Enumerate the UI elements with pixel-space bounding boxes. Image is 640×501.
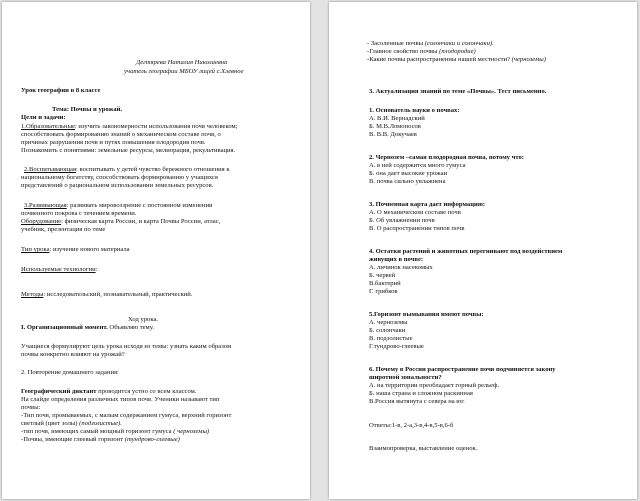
option: Б. червей bbox=[369, 272, 396, 279]
option: А. личинок насекомых bbox=[369, 264, 433, 271]
students-goal-line: Учащиеся формулируют цель урока исходя из темы: узнать каким образом bbox=[21, 343, 232, 350]
document-page-right bbox=[329, 2, 637, 499]
option: Б. она дает высокие урожаи bbox=[369, 170, 448, 177]
definition-line: -Почвы, имеющие глеевый горизонт (тундрово-глеевые) bbox=[21, 436, 180, 443]
lesson-topic: Тема: Почвы и урожай. bbox=[52, 106, 123, 113]
dictation-line: -Главное свойство почвы (плодородие) bbox=[367, 48, 476, 55]
question-6: 6. Почему в России распространение почв подчиняется закону bbox=[369, 366, 556, 373]
vosp-goal-line: 2.Воспитывающая: воспитывать у детей чувство бережного отношения к bbox=[24, 166, 230, 173]
slide-line: На слайде определения различных типов почв. Ученики называют тип bbox=[21, 396, 220, 403]
edu-goal-line: Познакомить с понятиями: земельные ресурсы, мелиорация, рекультивация. bbox=[21, 147, 236, 154]
option: А. В.И. Вернадский bbox=[369, 115, 425, 122]
question-4: живущих в почве: bbox=[369, 256, 424, 263]
dictation-line: - Засоленные почвы (солончаки и солончаки). bbox=[367, 40, 494, 47]
slide-line: почвы: bbox=[21, 404, 41, 411]
lesson-type: Тип урока: изучение нового материала bbox=[21, 246, 130, 253]
option: Б. М.В.Ломоносов bbox=[369, 123, 421, 130]
document-page-left bbox=[2, 2, 310, 499]
option: А. в ней содержится много гумуса bbox=[369, 162, 466, 169]
answers: Ответы:1-в, 2-а,3-в,4-в,5-в,6-б bbox=[369, 422, 454, 429]
technologies: Используемые технологии: bbox=[21, 266, 98, 273]
equipment-line: учебник, презентация по теме bbox=[21, 226, 106, 233]
question-3: 3. Почвенная карта дает информацию: bbox=[369, 201, 486, 208]
option: Б. солончаки bbox=[369, 327, 406, 334]
option: А. на территории преобладает горный рельеф. bbox=[369, 382, 500, 389]
question-4: 4. Остатки растений и животных перегнивают под воздействием bbox=[369, 248, 563, 255]
lesson-title: Урок географии в 8 классе bbox=[21, 87, 101, 94]
option: В.бактерий bbox=[369, 280, 401, 287]
option: А. О механическом составе почв bbox=[369, 209, 461, 216]
equipment-line: Оборудование: физическая карта России, и карта Почвы России, атлас, bbox=[21, 218, 221, 225]
definition-line: -Тип почв, промываемых, с малым содержанием гумуса, верхний горизонт bbox=[21, 412, 232, 419]
option: Г.тундрово-глеевые bbox=[369, 343, 424, 350]
course-heading: Ход урока. bbox=[128, 316, 159, 323]
question-1: 1. Основатель науки о почвах: bbox=[369, 107, 460, 114]
option: В. В.В. Докучаев bbox=[369, 131, 417, 138]
option: А. черноземы bbox=[369, 319, 408, 326]
option: Г. грибков bbox=[369, 288, 398, 295]
definition-line: -тип почв, имеющих самый мощный горизонт гумуса ( черноземы) bbox=[21, 428, 210, 435]
edu-goal-line: 1.Образовательные: изучить закономерности использования почв человеком; bbox=[21, 123, 238, 130]
org-moment: I. Организационный момент. Объявляю тему. bbox=[21, 324, 155, 331]
vosp-goal-line: представлений о рациональном использовании земельных ресурсов. bbox=[21, 182, 214, 189]
homework-review: 2. Повторение домашнего задания: bbox=[21, 369, 119, 376]
peer-check: Взаимопроверка, выставление оценок. bbox=[369, 445, 478, 452]
students-goal-line: почвы конкретно влияют на урожай? bbox=[21, 351, 125, 358]
section-3-heading: 3. Актуализация знаний по теме «Почвы». Тест письменно. bbox=[369, 88, 547, 95]
edu-goal-line: причинах разрушения почв и путях повышения плодородия почв. bbox=[21, 139, 206, 146]
option: В. подзолистые bbox=[369, 335, 413, 342]
option: В. О распространении типов почв bbox=[369, 225, 465, 232]
razv-goal-line: 3.Развивающая: развивать мировоззрение с постоянном изменении bbox=[24, 202, 213, 209]
dictation-line: -Какие почвы распространенны нашей местности? (черноземы) bbox=[367, 56, 546, 63]
definition-line: светлый (цвет золы) (подзолистые). bbox=[21, 420, 122, 427]
dictation: Географический диктант проводится устно со всем классом. bbox=[21, 388, 197, 395]
option: В.Россия вытянута с севера на юг. bbox=[369, 398, 465, 405]
option: Б. Об увлажнении почв bbox=[369, 217, 435, 224]
author-name: Дегтярева Наталия Николаевна bbox=[136, 59, 228, 66]
vosp-goal-line: национальному богатству, способствовать формированию у учащихся bbox=[21, 174, 218, 181]
question-5: 5.Горизонт вымывания имеют почвы: bbox=[369, 311, 484, 318]
option: В. почва сильно увлажнена bbox=[369, 178, 446, 185]
question-2: 2. Чернозем –самая плодородная почва, потому что: bbox=[369, 154, 524, 161]
option: Б. наша страна и сложном раскинная bbox=[369, 390, 473, 397]
methods: Методы: исследовательский, познавательный, практический. bbox=[21, 291, 193, 298]
edu-goal-line: способствовать формированию знаний о механическом составе почв, о bbox=[21, 131, 221, 138]
author-role: учитель географии МБОУ лицей с.Хлевное bbox=[124, 68, 244, 75]
razv-goal-line: почвенного покрова с течением времени. bbox=[21, 210, 137, 217]
question-6: широтной зональности? bbox=[369, 374, 442, 381]
goals-heading: Цели и задачи: bbox=[21, 114, 66, 121]
